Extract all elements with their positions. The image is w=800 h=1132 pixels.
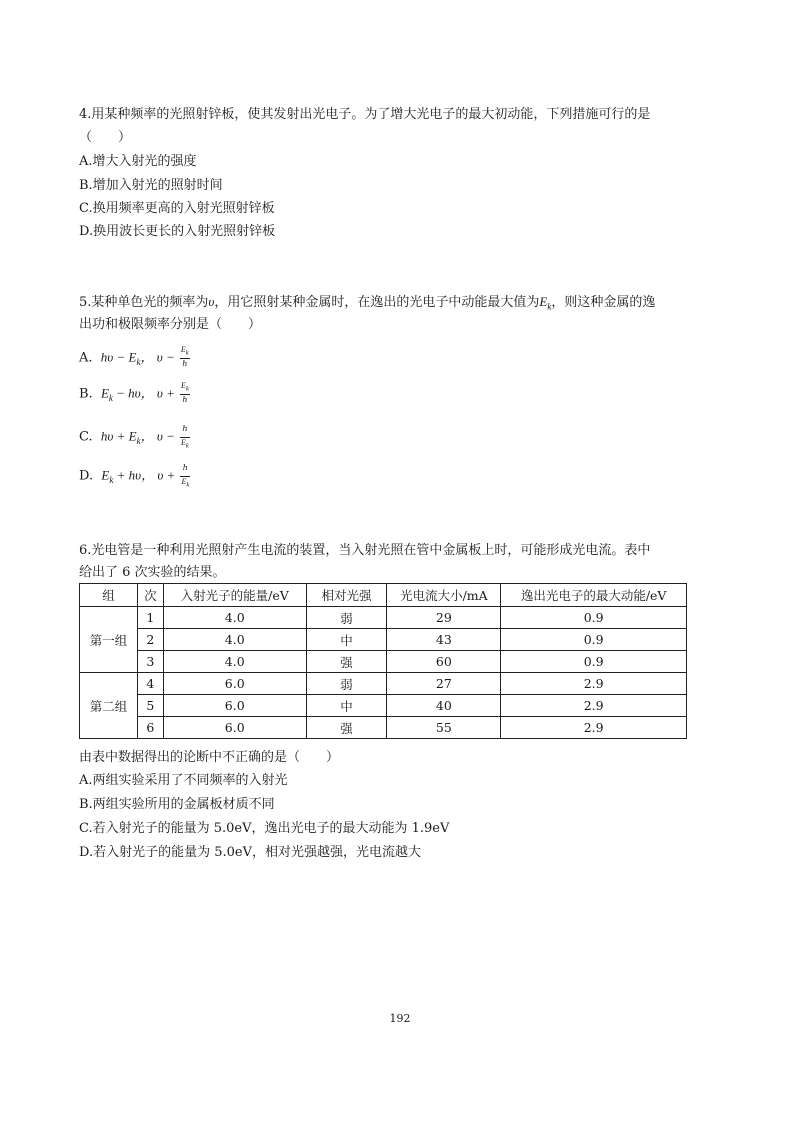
q5-option-b-fraction: $\frac{E_k}{\text{ℎ}}$ bbox=[181, 381, 189, 404]
q5-stem-text-c: ，则这种金属的逸 bbox=[551, 295, 656, 310]
q5-option-c bbox=[79, 424, 190, 450]
header-group: 组 bbox=[80, 584, 138, 607]
q5-option-c-expr: hυ + E bbox=[100, 428, 137, 444]
q4-option-c: C.换用频率更高的入射光照射锌板 bbox=[79, 201, 275, 216]
q4-stem-line2: （ ） bbox=[79, 130, 132, 145]
max-kinetic-energy: 0.9 bbox=[501, 607, 687, 629]
table-header-row bbox=[80, 584, 687, 607]
q5-option-d-fraction: $\frac{\text{ℎ}}{E_k}$ bbox=[181, 463, 190, 489]
photon-energy: 4.0 bbox=[163, 629, 306, 651]
q4-stem-line1: 4.用某种频率的光照射锌板，使其发射出光电子。为了增大光电子的最大初动能，下列措施可行的是 bbox=[79, 107, 651, 122]
q5-option-d-label: D. bbox=[79, 468, 94, 484]
q5-symbol-nu: υ bbox=[208, 294, 215, 309]
photocurrent: 27 bbox=[387, 673, 501, 695]
q5-option-a-fraction: $\frac{E_k}{\text{ℎ}}$ bbox=[180, 345, 189, 368]
trial-number: 6 bbox=[137, 717, 163, 739]
group-name: 第一组 bbox=[80, 607, 138, 673]
photon-energy: 6.0 bbox=[163, 717, 306, 739]
q6-option-b: B.两组实验所用的金属板材质不同 bbox=[79, 797, 275, 812]
trial-number: 2 bbox=[137, 629, 163, 651]
group-name: 第二组 bbox=[80, 673, 138, 739]
trial-number: 1 bbox=[137, 607, 163, 629]
q5-option-b-expr: E bbox=[100, 385, 109, 401]
q4-option-a: A.增大入射光的强度 bbox=[79, 154, 197, 169]
q5-option-d-sub: k bbox=[109, 475, 114, 486]
q5-option-b-label: B. bbox=[79, 386, 93, 402]
photon-energy: 4.0 bbox=[163, 607, 306, 629]
q5-option-c-fraction: $\frac{\text{ℎ}}{E_k}$ bbox=[180, 424, 189, 450]
photon-energy: 4.0 bbox=[163, 651, 306, 673]
max-kinetic-energy: 2.9 bbox=[501, 695, 687, 717]
q5-option-a-mid: ， υ − bbox=[140, 349, 175, 365]
trial-number: 4 bbox=[137, 673, 163, 695]
photon-energy: 6.0 bbox=[163, 673, 306, 695]
q6-stem-line2: 给出了 6 次实验的结果。 bbox=[79, 565, 226, 580]
header-max-kinetic-energy: 逸出光电子的最大动能/eV bbox=[501, 584, 687, 607]
relative-intensity: 中 bbox=[306, 695, 387, 717]
q5-option-a bbox=[79, 345, 190, 371]
q5-option-c-sub: k bbox=[136, 436, 141, 447]
header-photocurrent: 光电流大小/mA bbox=[387, 584, 501, 607]
q5-option-d-expr: E bbox=[101, 467, 110, 483]
q5-symbol-e: E bbox=[539, 294, 548, 309]
q5-option-a-label: A. bbox=[79, 350, 93, 366]
q5-symbol-e-sub: k bbox=[547, 301, 552, 312]
header-trial: 次 bbox=[137, 584, 163, 607]
relative-intensity: 强 bbox=[306, 651, 387, 673]
relative-intensity: 强 bbox=[306, 717, 387, 739]
max-kinetic-energy: 2.9 bbox=[501, 673, 687, 695]
photocurrent: 29 bbox=[387, 607, 501, 629]
q5-option-b bbox=[79, 381, 190, 407]
photon-energy: 6.0 bbox=[163, 695, 306, 717]
q5-stem-line1 bbox=[79, 293, 655, 316]
q5-option-b-sub: k bbox=[108, 393, 113, 404]
q6-stem-line1: 6.光电管是一种利用光照射产生电流的装置，当入射光照在管中金属板上时，可能形成光电流。表中 bbox=[79, 543, 651, 558]
relative-intensity: 弱 bbox=[306, 673, 387, 695]
table-row bbox=[80, 695, 687, 717]
q5-option-c-label: C. bbox=[79, 429, 93, 445]
q6-option-a: A.两组实验采用了不同频率的入射光 bbox=[79, 773, 288, 788]
q5-option-d-expr2: + hυ bbox=[113, 467, 142, 483]
q5-stem-line2: 出功和极限频率分别是（ ） bbox=[79, 317, 262, 332]
max-kinetic-energy: 0.9 bbox=[501, 629, 687, 651]
photocurrent: 60 bbox=[387, 651, 501, 673]
max-kinetic-energy: 0.9 bbox=[501, 651, 687, 673]
trial-number: 3 bbox=[137, 651, 163, 673]
relative-intensity: 弱 bbox=[306, 607, 387, 629]
q5-option-b-expr2: − hυ bbox=[112, 385, 141, 401]
q5-option-b-mid: ， υ + bbox=[140, 385, 175, 401]
q5-stem-text-b: ，用它照射某种金属时，在逸出的光电子中动能最大值为 bbox=[214, 295, 540, 310]
q5-option-a-sub: k bbox=[136, 357, 141, 368]
max-kinetic-energy: 2.9 bbox=[501, 717, 687, 739]
q4-option-d: D.换用波长更长的入射光照射锌板 bbox=[79, 224, 276, 239]
q5-option-d bbox=[79, 463, 190, 489]
relative-intensity: 中 bbox=[306, 629, 387, 651]
table-row bbox=[80, 717, 687, 739]
photocurrent: 55 bbox=[387, 717, 501, 739]
table-row bbox=[80, 673, 687, 695]
photocurrent: 40 bbox=[387, 695, 501, 717]
q5-option-c-mid: ， υ − bbox=[140, 428, 175, 444]
table-row bbox=[80, 651, 687, 673]
q6-question: 由表中数据得出的论断中不正确的是（ ） bbox=[79, 750, 340, 765]
q4-option-b: B.增加入射光的照射时间 bbox=[79, 178, 223, 193]
table-row bbox=[80, 629, 687, 651]
q6-results-table bbox=[79, 583, 687, 739]
header-relative-intensity: 相对光强 bbox=[306, 584, 387, 607]
q5-option-a-expr: hυ − E bbox=[100, 349, 137, 365]
q6-option-c: C.若入射光子的能量为 5.0eV，逸出光电子的最大动能为 1.9eV bbox=[79, 821, 450, 836]
q5-stem-text-a: 5.某种单色光的频率为 bbox=[79, 295, 209, 310]
photocurrent: 43 bbox=[387, 629, 501, 651]
q6-option-d: D.若入射光子的能量为 5.0eV，相对光强越强，光电流越大 bbox=[79, 845, 421, 860]
table-row bbox=[80, 607, 687, 629]
header-photon-energy: 入射光子的能量/eV bbox=[163, 584, 306, 607]
page-number: 192 bbox=[389, 1012, 411, 1025]
trial-number: 5 bbox=[137, 695, 163, 717]
q5-option-d-mid: ， υ + bbox=[141, 467, 176, 483]
